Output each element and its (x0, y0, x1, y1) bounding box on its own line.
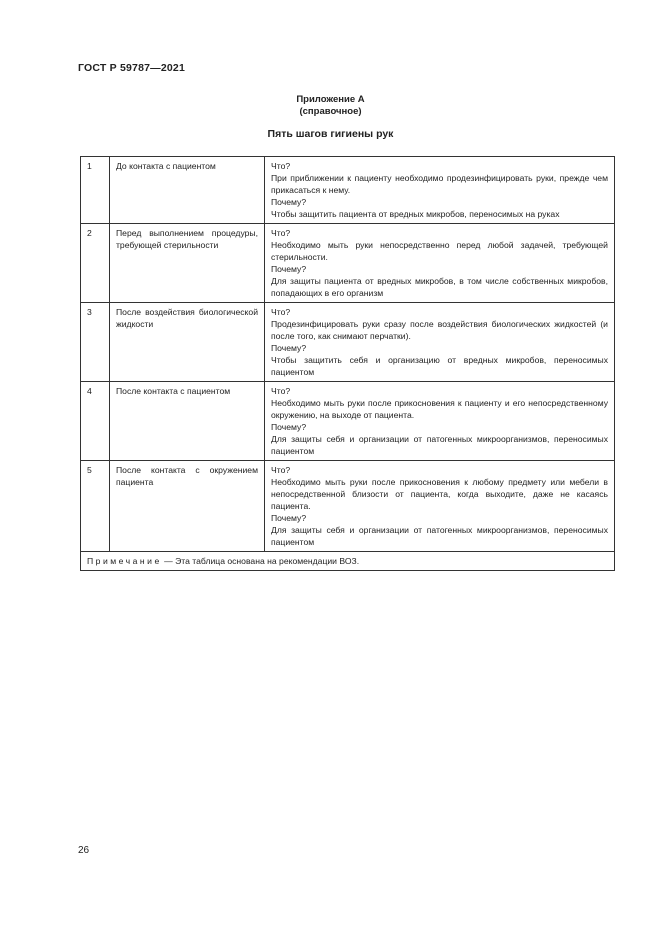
step-why: Для защиты пациента от вредных микробов, в том числе собственных микробов, попадающих в его организм (271, 276, 608, 298)
step-why: Чтобы защитить пациента от вредных микробов, переносимых на руках (271, 209, 560, 219)
step-what: Необходимо мыть руки непосредственно перед любой задачей, требующей стерильности. (271, 240, 608, 262)
note-text: — Эта таблица основана на рекомендации ВОЗ. (161, 556, 360, 566)
step-moment: Перед выполнением процедуры, требующей стерильности (110, 224, 265, 303)
annex-title: Приложение А (296, 94, 365, 105)
step-number: 5 (81, 461, 110, 552)
step-what-label: Что? (271, 228, 291, 238)
step-what-label: Что? (271, 307, 291, 317)
step-why: Чтобы защитить себя и организацию от вредных микробов, переносимых пациентом (271, 355, 608, 377)
step-why-label: Почему? (271, 343, 307, 353)
hand-hygiene-table (80, 156, 615, 571)
table-row (81, 303, 615, 382)
annex-subtitle: (справочное) (299, 106, 362, 117)
step-why-label: Почему? (271, 513, 307, 523)
step-number: 3 (81, 303, 110, 382)
table-title: Пять шагов гигиены рук (267, 128, 394, 140)
table-row (81, 157, 615, 224)
step-moment: После контакта с пациентом (110, 382, 265, 461)
note-label: Примечание (87, 556, 162, 566)
step-what: При приближении к пациенту необходимо продезинфицировать руки, прежде чем прикасаться к нему. (271, 173, 608, 195)
step-why: Для защиты себя и организации от патогенных микроорганизмов, переносимых пациентом (271, 525, 608, 547)
step-moment: До контакта с пациентом (110, 157, 265, 224)
step-why-label: Почему? (271, 422, 307, 432)
table-note (81, 552, 615, 571)
step-number: 1 (81, 157, 110, 224)
step-what: Необходимо мыть руки после прикосновения к любому предмету или мебели в непосредственной близости от пациента, когда выходите, даже не касаясь пациента. (271, 477, 608, 511)
step-description (265, 461, 615, 552)
step-why-label: Почему? (271, 264, 307, 274)
table-note-row (81, 552, 615, 571)
step-moment: После воздействия биологической жидкости (110, 303, 265, 382)
document-code: ГОСТ Р 59787—2021 (78, 62, 186, 74)
step-what-label: Что? (271, 386, 291, 396)
step-moment: После контакта с окружением пациента (110, 461, 265, 552)
step-description (265, 157, 615, 224)
step-description (265, 382, 615, 461)
step-description (265, 303, 615, 382)
step-what-label: Что? (271, 161, 291, 171)
step-number: 4 (81, 382, 110, 461)
step-description (265, 224, 615, 303)
step-why-label: Почему? (271, 197, 307, 207)
step-what-label: Что? (271, 465, 291, 475)
step-what: Продезинфицировать руки сразу после воздействия биологических жидкостей (и после того, как снимают перчатки). (271, 319, 608, 341)
table-row (81, 461, 615, 552)
step-why: Для защиты себя и организации от патогенных микроорганизмов, переносимых пациентом (271, 434, 608, 456)
step-number: 2 (81, 224, 110, 303)
table-row (81, 382, 615, 461)
step-what: Необходимо мыть руки после прикосновения к пациенту и его непосредственному окружению, на выходе от пациента. (271, 398, 608, 420)
table-row (81, 224, 615, 303)
page-number: 26 (78, 845, 90, 856)
